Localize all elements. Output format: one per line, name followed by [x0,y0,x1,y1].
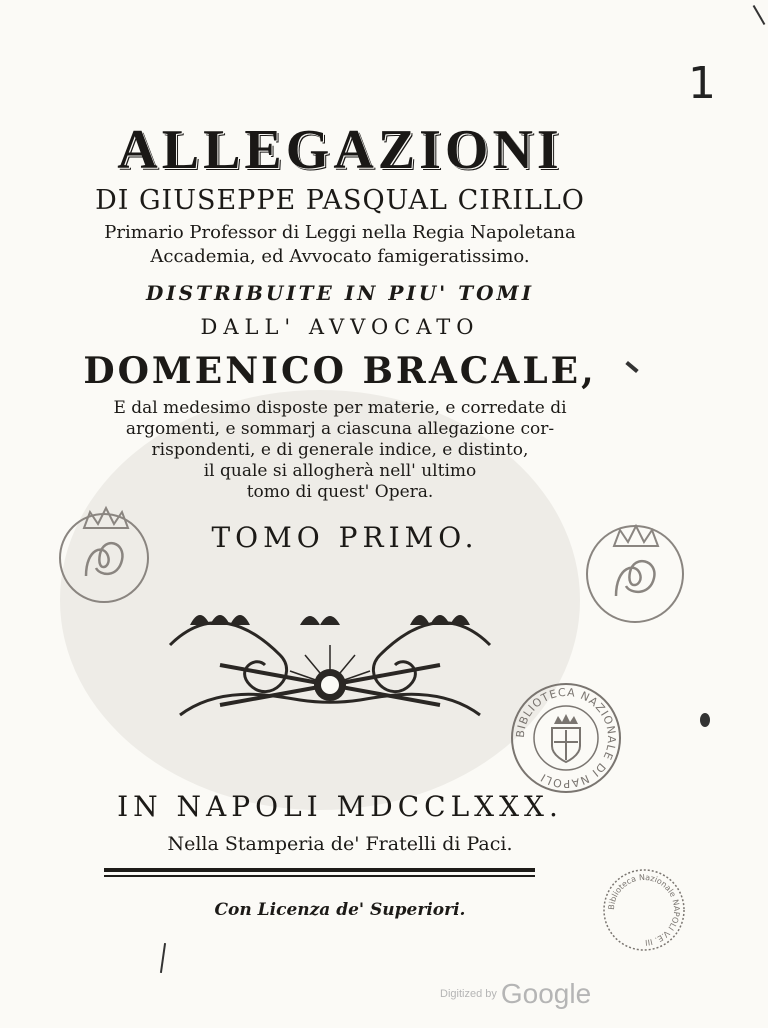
ink-mark [700,713,710,727]
by-line: DALL' AVVOCATO [200,315,480,339]
imprint-place-date: IN NAPOLI MDCCLXXX. [117,790,563,823]
library-stamp-icon [508,680,624,796]
work-description-line: E dal medesimo disposte per materie, e corredate di [113,398,567,418]
folio-number: 1 [688,58,716,109]
double-rule-thin [104,875,535,877]
library-stamp-text: BIBLIOTECA NAZIONALE DI NAPOLI [513,685,619,791]
author-line: DI GIUSEPPE PASQUAL CIRILLO [95,185,585,216]
work-description-line: argomenti, e sommarj a ciascuna allegazione cor- [125,419,555,439]
ink-mark [753,5,766,25]
work-description-line: tomo di quest' Opera. [246,482,434,502]
small-stamp-text: Biblioteca Nazionale NAPOLI V.E. III [606,872,682,947]
digitized-prefix: Digitized by [440,988,497,1000]
monogram-stamp-left-icon [56,498,156,608]
author-description-line: Primario Professor di Leggi nella Regia Napoletana [104,222,576,243]
book-title: ALLEGAZIONI [117,119,563,181]
small-library-stamp-icon [600,866,688,954]
work-description-line: rispondenti, e di generale indice, e distinto, [151,440,529,460]
double-rule-thick [104,868,535,872]
author-description-line: Accademia, ed Avvocato famigeratissimo. [150,246,530,267]
work-description-line: il quale si allogherà nell' ultimo [203,461,477,481]
editor-name: DOMENICO BRACALE, [83,350,597,392]
volume-label: TOMO PRIMO. [211,521,479,554]
digitized-by-watermark [440,978,591,1010]
author-description [0,221,680,269]
imprint-printer: Nella Stamperia de' Fratelli di Paci. [167,833,513,855]
distribution-line: DISTRIBUITE IN PIU' TOMI [145,281,535,305]
monogram-stamp-right-icon [580,514,690,624]
ink-mark [160,943,166,973]
svg-text:Biblioteca Nazionale NAPOLI V. [607,873,681,947]
license-line: Con Licenza de' Superiori. [214,900,466,920]
work-description [30,398,650,503]
printers-ornament-icon [150,605,510,735]
google-logo: Google [500,978,592,1009]
